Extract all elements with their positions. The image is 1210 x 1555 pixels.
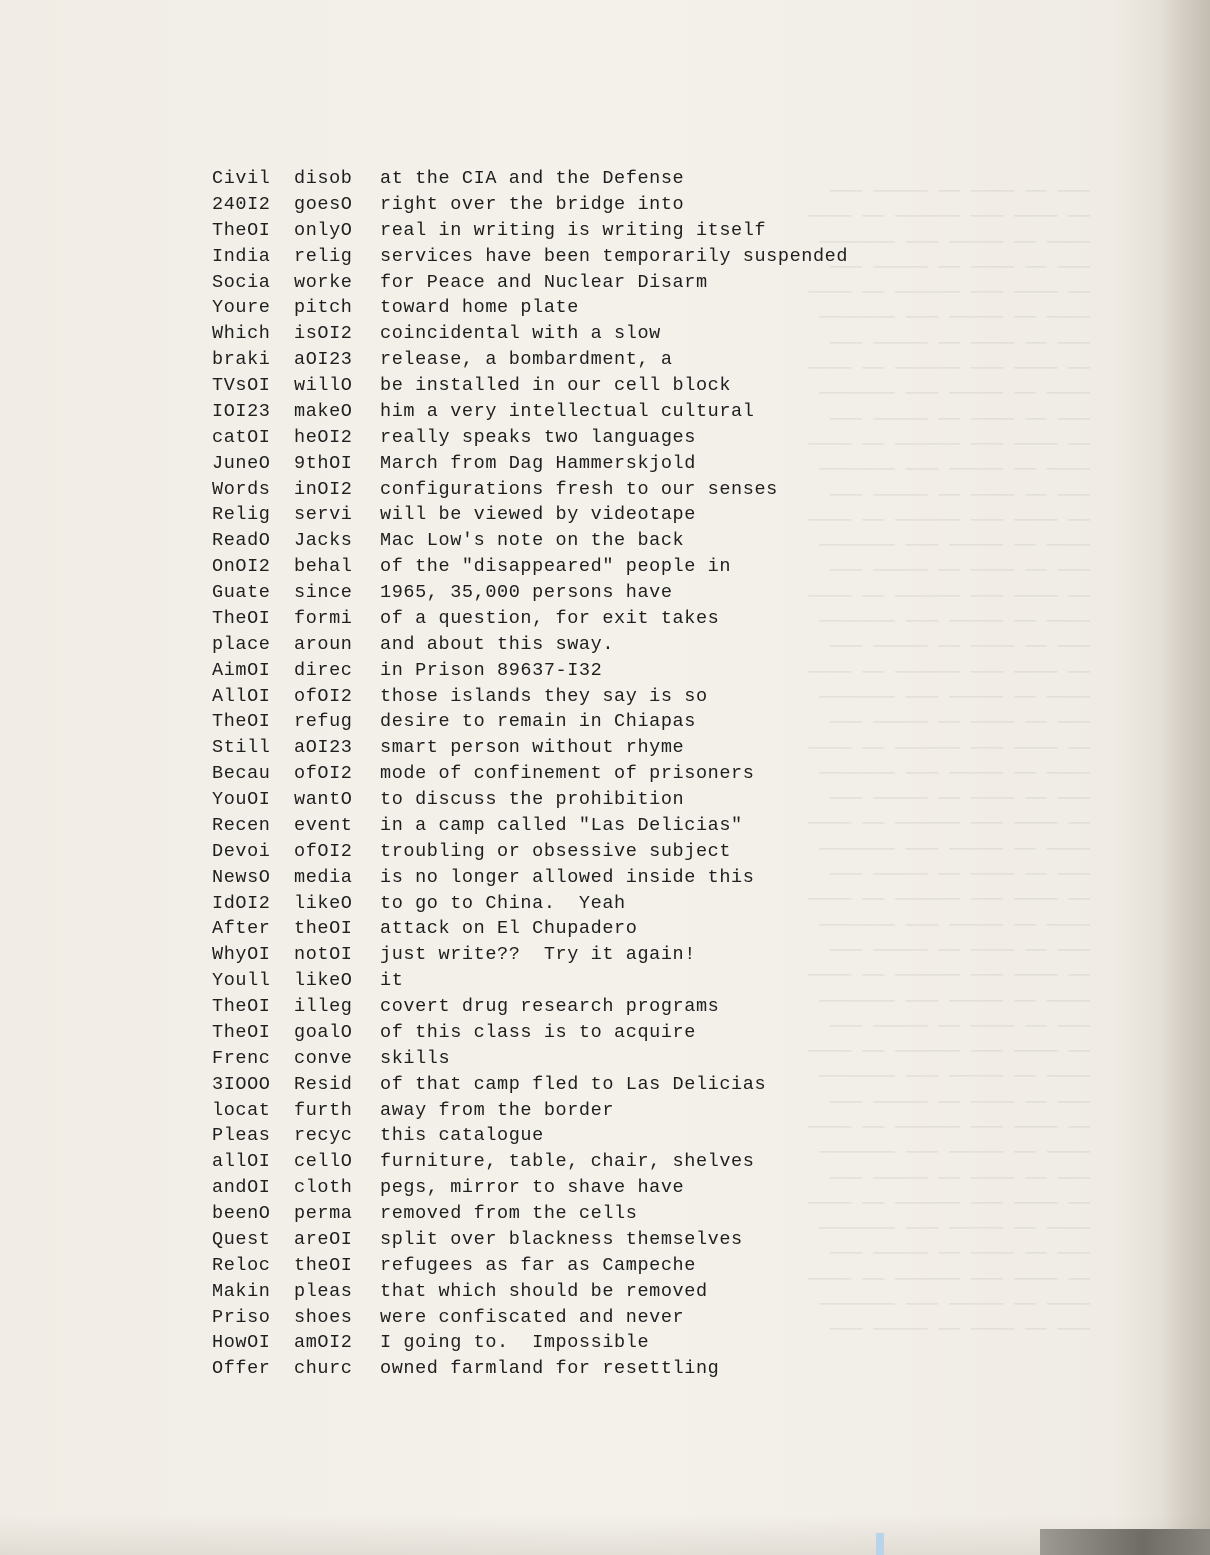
line-text: mode of confinement of prisoners bbox=[380, 763, 755, 785]
line-first-fragment: IOI23 bbox=[212, 400, 271, 422]
poem-line bbox=[212, 1229, 932, 1255]
poem-line bbox=[212, 479, 932, 505]
bleed-line: ———— —— ————— ——— ——————— bbox=[819, 685, 1090, 707]
line-text: of this class is to acquire bbox=[380, 1021, 696, 1043]
line-text: be installed in our cell block bbox=[380, 375, 732, 396]
line-text: to go to China. Yeah bbox=[380, 892, 626, 914]
line-first-fragment: HowOI bbox=[212, 1332, 271, 1354]
line-text: owned farmland for resettling bbox=[380, 1358, 720, 1380]
line-text: troubling or obsessive subject bbox=[380, 840, 732, 862]
line-text: configurations fresh to our senses bbox=[380, 478, 778, 500]
line-second-fragment: notOI bbox=[294, 944, 353, 966]
line-second-fragment: media bbox=[294, 866, 353, 888]
line-first-fragment: TheOI bbox=[212, 711, 271, 733]
line-second-fragment: illeg bbox=[294, 996, 353, 1017]
poem-line bbox=[212, 1307, 932, 1333]
line-first-fragment: TheOI bbox=[212, 1021, 271, 1043]
line-second-fragment: aroun bbox=[294, 633, 353, 655]
line-first-fragment: WhyOI bbox=[212, 944, 271, 966]
poem-line bbox=[212, 272, 932, 298]
line-first-fragment: AimOI bbox=[212, 659, 271, 681]
poem-line bbox=[212, 918, 932, 944]
bleed-line: —— ———— ——— —————— —— ———— bbox=[808, 432, 1090, 454]
bleed-line: ——— —— ———— —— ————— ——— bbox=[829, 1090, 1090, 1112]
line-first-fragment: Youll bbox=[212, 970, 271, 992]
poem-line bbox=[212, 996, 932, 1022]
background-scrap bbox=[1040, 1529, 1210, 1555]
line-second-fragment: behal bbox=[294, 556, 353, 578]
poem-line bbox=[212, 1074, 932, 1100]
line-first-fragment: Guate bbox=[212, 582, 271, 603]
poem-line bbox=[212, 504, 932, 530]
line-first-fragment: catOI bbox=[212, 426, 271, 448]
line-first-fragment: 3IOOO bbox=[212, 1073, 271, 1095]
poem-line bbox=[212, 893, 932, 919]
line-text: really speaks two languages bbox=[380, 426, 696, 448]
bleed-line: —— ———— ——— —————— —— ———— bbox=[808, 1267, 1090, 1289]
line-second-fragment: formi bbox=[294, 607, 353, 629]
line-second-fragment: wantO bbox=[294, 789, 353, 810]
bleed-line: ———— —— ————— ——— ——————— bbox=[819, 1217, 1090, 1239]
line-text: 1965, 35,000 persons have bbox=[380, 582, 673, 603]
line-first-fragment: JuneO bbox=[212, 452, 271, 474]
line-first-fragment: Makin bbox=[212, 1280, 271, 1302]
line-first-fragment: TheOI bbox=[212, 996, 271, 1017]
line-text: release, a bombardment, a bbox=[380, 349, 673, 371]
line-text: that which should be removed bbox=[380, 1280, 708, 1302]
bleed-line: —— ———— ——— —————— —— ———— bbox=[808, 888, 1090, 910]
line-text: is no longer allowed inside this bbox=[380, 866, 755, 888]
line-first-fragment: IdOI2 bbox=[212, 892, 271, 914]
line-second-fragment: cellO bbox=[294, 1151, 353, 1173]
poem-line bbox=[212, 867, 932, 893]
line-first-fragment: place bbox=[212, 633, 271, 655]
line-text: right over the bridge into bbox=[380, 193, 685, 215]
line-text: toward home plate bbox=[380, 297, 579, 319]
line-text: and about this sway. bbox=[380, 633, 615, 655]
line-second-fragment: inOI2 bbox=[294, 478, 353, 500]
line-text: this catalogue bbox=[380, 1125, 544, 1147]
bleed-line: ——— —— ———— —— ————— ——— bbox=[829, 1242, 1090, 1264]
line-first-fragment: Reloc bbox=[212, 1254, 271, 1276]
bleed-line: ——— —— ———— —— ————— ——— bbox=[829, 180, 1090, 201]
line-text: it bbox=[380, 970, 404, 992]
bleed-line: ——— —— ———— —— ————— ——— bbox=[829, 938, 1090, 960]
line-second-fragment: pleas bbox=[294, 1280, 353, 1302]
line-text: of that camp fled to Las Delicias bbox=[380, 1073, 767, 1095]
line-second-fragment: recyc bbox=[294, 1125, 353, 1147]
line-first-fragment: Devoi bbox=[212, 840, 271, 862]
bleed-line: ———— —— ————— ——— ——————— bbox=[819, 1293, 1090, 1315]
line-second-fragment: makeO bbox=[294, 400, 353, 422]
line-second-fragment: direc bbox=[294, 659, 353, 681]
bleed-line: —— ———— ——— —————— —— ———— bbox=[808, 205, 1090, 227]
line-second-fragment: disob bbox=[294, 168, 353, 189]
bleed-line: ——— —— ———— —— ————— ——— bbox=[829, 787, 1090, 809]
bleed-line: —— ———— ——— —————— —— ———— bbox=[808, 964, 1090, 986]
line-second-fragment: areOI bbox=[294, 1228, 353, 1250]
line-text: services have been temporarily suspended bbox=[380, 245, 849, 267]
bleed-line: ———— —— ————— ——— ——————— bbox=[819, 1065, 1090, 1087]
poem-line bbox=[212, 1151, 932, 1177]
bleed-line: —— ———— ——— —————— —— ———— bbox=[808, 812, 1090, 834]
line-second-fragment: cloth bbox=[294, 1177, 353, 1199]
line-text: real in writing is writing itself bbox=[380, 219, 767, 241]
line-second-fragment: ofOI2 bbox=[294, 763, 353, 785]
poem-line bbox=[212, 1281, 932, 1307]
line-text: furniture, table, chair, shelves bbox=[380, 1151, 755, 1173]
poem-line bbox=[212, 1358, 932, 1384]
poem-line bbox=[212, 970, 932, 996]
bleed-line: ———— —— ————— ——— ——————— bbox=[819, 761, 1090, 783]
bleed-line: ———— —— ————— ——— ——————— bbox=[819, 230, 1090, 252]
poem-line bbox=[212, 1255, 932, 1281]
line-second-fragment: heOI2 bbox=[294, 426, 353, 448]
bleed-line: ——— —— ———— —— ————— ——— bbox=[829, 483, 1090, 505]
line-text: skills bbox=[380, 1047, 451, 1069]
line-second-fragment: worke bbox=[294, 271, 353, 293]
poem-line bbox=[212, 841, 932, 867]
poem-line bbox=[212, 815, 932, 841]
line-text: in Prison 89637-I32 bbox=[380, 659, 603, 681]
line-text: Mac Low's note on the back bbox=[380, 530, 685, 552]
line-second-fragment: isOI2 bbox=[294, 323, 353, 345]
bleed-line: ——— —— ———— —— ————— ——— bbox=[829, 635, 1090, 657]
line-text: will be viewed by videotape bbox=[380, 504, 696, 526]
line-first-fragment: Words bbox=[212, 478, 271, 500]
typed-poem bbox=[212, 168, 932, 1384]
bleed-line: ——— —— ———— —— ————— ——— bbox=[829, 255, 1090, 277]
line-first-fragment: Youre bbox=[212, 297, 271, 319]
bleed-line: ——— —— ———— —— ————— ——— bbox=[829, 559, 1090, 581]
bleed-line: ——— —— ———— —— ————— ——— bbox=[829, 331, 1090, 353]
line-second-fragment: servi bbox=[294, 504, 353, 526]
line-second-fragment: relig bbox=[294, 245, 353, 267]
blue-tab-mark bbox=[876, 1533, 884, 1555]
line-text: removed from the cells bbox=[380, 1203, 638, 1224]
line-second-fragment: ofOI2 bbox=[294, 840, 353, 862]
poem-line bbox=[212, 427, 932, 453]
poem-line bbox=[212, 737, 932, 763]
poem-line bbox=[212, 220, 932, 246]
page-right-edge-shadow bbox=[1162, 0, 1210, 1555]
line-second-fragment: pitch bbox=[294, 297, 353, 319]
line-second-fragment: shoes bbox=[294, 1306, 353, 1328]
line-second-fragment: willO bbox=[294, 375, 353, 396]
line-text: away from the border bbox=[380, 1099, 615, 1121]
line-second-fragment: 9thOI bbox=[294, 452, 353, 474]
line-first-fragment: After bbox=[212, 918, 271, 940]
line-first-fragment: Relig bbox=[212, 504, 271, 526]
line-first-fragment: TheOI bbox=[212, 607, 271, 629]
line-second-fragment: perma bbox=[294, 1203, 353, 1224]
bleed-line: —— ———— ——— —————— —— ———— bbox=[808, 1191, 1090, 1213]
poem-line bbox=[212, 789, 932, 815]
line-first-fragment: 240I2 bbox=[212, 193, 271, 215]
line-second-fragment: theOI bbox=[294, 1254, 353, 1276]
line-text: March from Dag Hammerskjold bbox=[380, 452, 696, 474]
line-first-fragment: allOI bbox=[212, 1151, 271, 1173]
bleed-line: —— ———— ——— —————— —— ———— bbox=[808, 508, 1090, 530]
line-text: those islands they say is so bbox=[380, 685, 708, 707]
line-first-fragment: OnOI2 bbox=[212, 556, 271, 578]
line-first-fragment: Socia bbox=[212, 271, 271, 293]
line-second-fragment: likeO bbox=[294, 892, 353, 914]
line-first-fragment: Which bbox=[212, 323, 271, 345]
poem-line bbox=[212, 660, 932, 686]
line-second-fragment: onlyO bbox=[294, 219, 353, 241]
line-text: refugees as far as Campeche bbox=[380, 1254, 696, 1276]
line-text: for Peace and Nuclear Disarm bbox=[380, 271, 708, 293]
bleed-line: —— ———— ——— —————— —— ———— bbox=[808, 1115, 1090, 1137]
poem-line bbox=[212, 375, 932, 401]
poem-line bbox=[212, 711, 932, 737]
poem-line bbox=[212, 1203, 932, 1229]
line-text: of the "disappeared" people in bbox=[380, 556, 732, 578]
bleed-line: ——— —— ———— —— ————— ——— bbox=[829, 407, 1090, 429]
line-second-fragment: event bbox=[294, 814, 353, 836]
poem-line bbox=[212, 608, 932, 634]
line-second-fragment: since bbox=[294, 582, 353, 603]
line-first-fragment: India bbox=[212, 245, 271, 267]
poem-line bbox=[212, 530, 932, 556]
bleed-line: —— ———— ——— —————— —— ———— bbox=[808, 357, 1090, 379]
poem-line bbox=[212, 401, 932, 427]
poem-line bbox=[212, 1100, 932, 1126]
poem-line bbox=[212, 944, 932, 970]
line-text: coincidental with a slow bbox=[380, 323, 661, 345]
line-text: split over blackness themselves bbox=[380, 1228, 743, 1250]
line-second-fragment: likeO bbox=[294, 970, 353, 992]
poem-line bbox=[212, 1332, 932, 1358]
line-second-fragment: ofOI2 bbox=[294, 685, 353, 707]
bleed-line: —— ———— ——— —————— —— ———— bbox=[808, 1040, 1090, 1062]
line-second-fragment: furth bbox=[294, 1099, 353, 1121]
line-text: to discuss the prohibition bbox=[380, 789, 685, 810]
line-second-fragment: aOI23 bbox=[294, 349, 353, 371]
bleed-line: —— ———— ——— —————— —— ———— bbox=[808, 660, 1090, 682]
bleed-line: ———— —— ————— ——— ——————— bbox=[819, 534, 1090, 556]
bleed-line: ———— —— ————— ——— ——————— bbox=[819, 306, 1090, 328]
line-first-fragment: braki bbox=[212, 349, 271, 371]
bleed-line: ———— —— ————— ——— ——————— bbox=[819, 610, 1090, 632]
poem-line bbox=[212, 634, 932, 660]
poem-line bbox=[212, 453, 932, 479]
line-text: were confiscated and never bbox=[380, 1306, 685, 1328]
line-first-fragment: Civil bbox=[212, 168, 271, 189]
line-text: him a very intellectual cultural bbox=[380, 400, 755, 422]
line-second-fragment: theOI bbox=[294, 918, 353, 940]
poem-line bbox=[212, 582, 932, 608]
line-text: covert drug research programs bbox=[380, 996, 720, 1017]
line-second-fragment: Resid bbox=[294, 1073, 353, 1095]
poem-line bbox=[212, 686, 932, 712]
line-text: pegs, mirror to shave have bbox=[380, 1177, 685, 1199]
bleed-line: ———— —— ————— ——— ——————— bbox=[819, 837, 1090, 859]
line-first-fragment: TVsOI bbox=[212, 375, 271, 396]
line-first-fragment: Recen bbox=[212, 814, 271, 836]
line-first-fragment: NewsO bbox=[212, 866, 271, 888]
line-second-fragment: aOI23 bbox=[294, 737, 353, 759]
line-text: at the CIA and the Defense bbox=[380, 168, 685, 189]
poem-line bbox=[212, 194, 932, 220]
bleed-line: ——— —— ———— —— ————— ——— bbox=[829, 863, 1090, 885]
line-second-fragment: refug bbox=[294, 711, 353, 733]
line-text: of a question, for exit takes bbox=[380, 607, 720, 629]
line-first-fragment: Becau bbox=[212, 763, 271, 785]
poem-line bbox=[212, 323, 932, 349]
line-first-fragment: TheOI bbox=[212, 219, 271, 241]
bleed-line: ——— —— ———— —— ————— ——— bbox=[829, 1166, 1090, 1188]
poem-line bbox=[212, 168, 932, 194]
bleed-line: ———— —— ————— ——— ——————— bbox=[819, 913, 1090, 935]
bleed-line: —— ———— ——— —————— —— ———— bbox=[808, 584, 1090, 606]
poem-line bbox=[212, 763, 932, 789]
line-text: attack on El Chupadero bbox=[380, 918, 638, 940]
line-first-fragment: YouOI bbox=[212, 789, 271, 810]
bleed-line: ———— —— ————— ——— ——————— bbox=[819, 458, 1090, 480]
line-text: smart person without rhyme bbox=[380, 737, 685, 759]
line-text: desire to remain in Chiapas bbox=[380, 711, 696, 733]
line-first-fragment: Pleas bbox=[212, 1125, 271, 1147]
bleed-line: ———— —— ————— ——— ——————— bbox=[819, 1141, 1090, 1163]
bleed-line: ———— —— ————— ——— ——————— bbox=[819, 382, 1090, 404]
bleed-line: —— ———— ——— —————— —— ———— bbox=[808, 736, 1090, 758]
bleed-line: ——— —— ———— —— ————— ——— bbox=[829, 1318, 1090, 1340]
poem-line bbox=[212, 1177, 932, 1203]
line-second-fragment: amOI2 bbox=[294, 1332, 353, 1354]
poem-line bbox=[212, 349, 932, 375]
poem-line bbox=[212, 246, 932, 272]
bleed-line: ——— —— ———— —— ————— ——— bbox=[829, 711, 1090, 733]
line-text: I going to. Impossible bbox=[380, 1332, 650, 1354]
line-text: in a camp called "Las Delicias" bbox=[380, 814, 743, 836]
poem-line bbox=[212, 1125, 932, 1151]
poem-line bbox=[212, 1048, 932, 1074]
line-second-fragment: conve bbox=[294, 1047, 353, 1069]
line-first-fragment: Offer bbox=[212, 1358, 271, 1380]
bleed-line: ——— —— ———— —— ————— ——— bbox=[829, 1014, 1090, 1036]
poem-line bbox=[212, 297, 932, 323]
line-first-fragment: beenO bbox=[212, 1203, 271, 1224]
poem-line bbox=[212, 1022, 932, 1048]
bleed-line: —— ———— ——— —————— —— ———— bbox=[808, 281, 1090, 303]
line-first-fragment: Quest bbox=[212, 1228, 271, 1250]
line-first-fragment: andOI bbox=[212, 1177, 271, 1199]
line-second-fragment: churc bbox=[294, 1358, 353, 1380]
line-text: just write?? Try it again! bbox=[380, 944, 696, 966]
line-first-fragment: locat bbox=[212, 1099, 271, 1121]
line-first-fragment: Priso bbox=[212, 1306, 271, 1328]
line-second-fragment: Jacks bbox=[294, 530, 353, 552]
line-second-fragment: goalO bbox=[294, 1021, 353, 1043]
poem-line bbox=[212, 556, 932, 582]
line-first-fragment: Frenc bbox=[212, 1047, 271, 1069]
line-first-fragment: AllOI bbox=[212, 685, 271, 707]
line-first-fragment: Still bbox=[212, 737, 271, 759]
line-first-fragment: ReadO bbox=[212, 530, 271, 552]
line-second-fragment: goesO bbox=[294, 193, 353, 215]
bleed-line: ———— —— ————— ——— ——————— bbox=[819, 989, 1090, 1011]
page-bottom-edge-shadow bbox=[0, 1515, 1210, 1555]
